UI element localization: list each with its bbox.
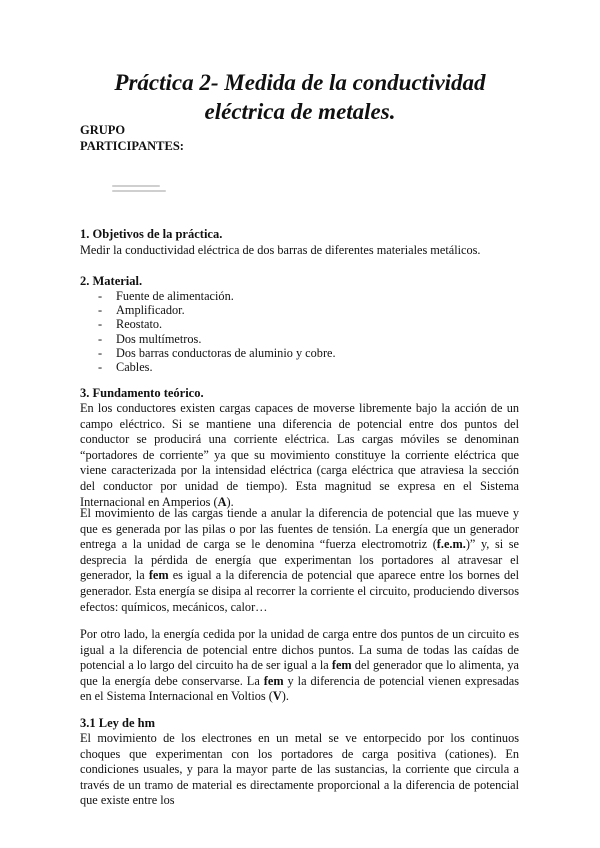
ohm-paragraph: El movimiento de los electrones en un metal se ve entorpecido por los continuos choques que experimentan con los portadores de carga positiva (cationes). En condiciones usuales, y para la mayor parte de las sustancias, la corriente que circula a través de un tramo de material es directamente proporcional a la diferencia de potencial que existe entre los [80, 731, 519, 808]
list-item: - Dos multímetros. [98, 331, 202, 346]
document-title-line-2: eléctrica de metales. [204, 99, 396, 124]
material-list [80, 289, 336, 374]
fundamento-heading: 3. Fundamento teórico. [80, 386, 204, 400]
document-title-line-1: Práctica 2- Medida de la conductividad [114, 70, 486, 95]
fundamento-paragraph-1: En los conductores existen cargas capaces de moverse libremente bajo la acción de un campo eléctrico. Si se mantiene una diferencia de potencial entre dos puntos del conductor se producirá una corriente eléctrica. Las cargas móviles se denominan “portadores de corriente” ya que su movimiento constituye la corriente eléctrica que viene caracterizada por la intensidad eléctrica (carga eléctrica que atraviesa la sección del conductor por unidad de tiempo). Esta magnitud se expresa en el Sistema Internacional en Amperios (A). [80, 401, 519, 509]
list-item: - Amplificador. [98, 303, 185, 318]
redacted-names [112, 182, 172, 202]
fundamento-paragraph-3: Por otro lado, la energía cedida por la unidad de carga entre dos puntos de un circuito es igual a la diferencia de potencial entre dichos puntos. La suma de todas las caídas de potencial a lo largo del circuito ha de ser igual a la fem del generador que lo alimenta, ya que la energía debe conservarse. La fem y la diferencia de potencial vienen expresadas en el Sistema Internacional en Voltios (V). [80, 627, 520, 704]
ohm-heading: 3.1 Ley de hm [80, 716, 155, 730]
list-item: - Dos barras conductoras de aluminio y cobre. [98, 345, 336, 360]
participantes-label: PARTICIPANTES: [80, 139, 184, 153]
list-item: - Reostato. [98, 317, 163, 332]
objetivos-text: Medir la conductividad eléctrica de dos barras de diferentes materiales metálicos. [80, 243, 481, 257]
list-item: - Fuente de alimentación. [98, 289, 234, 303]
fundamento-paragraph-2: El movimiento de las cargas tiende a anular la diferencia de potencial que las mueve y que es generada por las pilas o por las fuentes de tensión. La energía que un generador entrega a la unidad de carga se le denomina “fuerza electromotriz (f.e.m.)” y, si se desprecia la pérdida de energía que experimentan los portadores al atravesar el generador, la fem es igual a la diferencia de potencial que aparece entre los bornes del generador. Esta energía se disipa al recorrer la corriente el circuito, produciendo diversos efectos: químicos, mecánicos, calor… [80, 506, 519, 614]
objetivos-heading: 1. Objetivos de la práctica. [80, 227, 223, 241]
grupo-label: GRUPO [80, 123, 126, 137]
material-heading: 2. Material. [80, 274, 143, 288]
list-item: - Cables. [98, 360, 153, 375]
